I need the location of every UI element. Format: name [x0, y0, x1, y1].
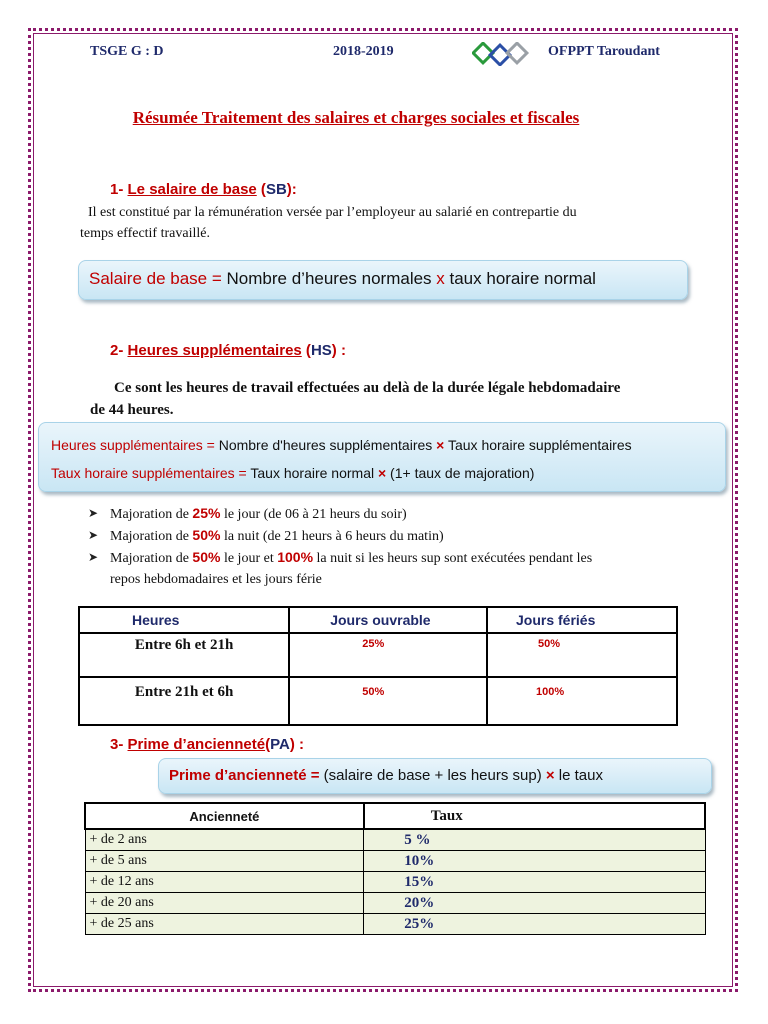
table-cell: 20% [364, 893, 705, 914]
section-name: Heures supplémentaires [127, 342, 302, 359]
table-header: Jours fériés [487, 607, 677, 633]
formula-part: taux horaire normal [444, 269, 596, 288]
table-header: Ancienneté [85, 803, 364, 829]
table-cell: + de 20 ans [85, 893, 364, 914]
table-cell: + de 12 ans [85, 872, 364, 893]
paren-open: ( [301, 342, 311, 359]
section-number: 3- [110, 736, 124, 753]
table-cell: Entre 21h et 6h [79, 677, 289, 725]
formula-label: Heures supplémentaires = [51, 437, 215, 453]
table-cell: 100% [487, 677, 677, 725]
list-item [88, 525, 698, 547]
table-cell: Entre 6h et 21h [79, 633, 289, 677]
section-abbr: SB [265, 181, 287, 198]
paren-open: ( [265, 736, 271, 753]
list-item [88, 503, 698, 525]
table-cell: 10% [364, 851, 705, 872]
formula-part: Nombre d'heures supplémentaires [214, 437, 437, 453]
header-institution: OFPPT Taroudant [548, 44, 660, 59]
document-title: Résumée Traitement des salaires et charges sociales et fiscales [132, 108, 580, 127]
table-header: Taux [364, 803, 705, 829]
section-1-text-line1: Il est constitué par la rémunération versée par l’employeur au salarié en contrepartie du [88, 205, 577, 220]
ofppt-logo-icon [472, 42, 534, 66]
table-row [79, 633, 677, 677]
paren-close: ): [286, 181, 297, 198]
formula-label: Taux horaire supplémentaires = [51, 465, 247, 481]
table-row [85, 851, 705, 872]
formula-part: le taux [554, 767, 603, 784]
arrow-bullet-icon: ➤ [88, 550, 99, 564]
table-cell: 25% [364, 914, 705, 935]
table-row [85, 893, 705, 914]
bullet-text: le jour (de 06 à 21 heurs du soir) [220, 507, 407, 522]
header-year: 2018-2019 [333, 44, 394, 59]
formula-heures-sup [38, 422, 726, 492]
table-row [85, 829, 705, 851]
table-row [85, 872, 705, 893]
table-cell: 5 % [364, 829, 705, 851]
formula-part: Taux horaire supplémentaires [444, 437, 632, 453]
bullet-highlight: 50% [192, 549, 221, 565]
table-cell: 50% [487, 633, 677, 677]
section-abbr: HS [310, 342, 332, 359]
section-2-heading [110, 342, 346, 359]
bullet-text: la nuit si les heurs sup sont exécutées pendant les [313, 551, 593, 566]
formula-operator: × [545, 767, 555, 784]
section-1-heading [110, 181, 297, 198]
table-cell: 50% [289, 677, 487, 725]
section-abbr: PA [270, 736, 290, 753]
section-number: 2- [110, 342, 124, 359]
bullet-text: repos hebdomadaires et les jours férie [110, 572, 322, 587]
formula-operator: × [436, 437, 445, 453]
formula-operator: x [436, 269, 445, 288]
formula-prime-anciennete [158, 758, 712, 794]
list-item [88, 547, 698, 590]
table-row [79, 677, 677, 725]
arrow-bullet-icon: ➤ [88, 506, 99, 520]
table-cell: + de 25 ans [85, 914, 364, 935]
formula-part: Nombre d’heures normales [221, 269, 437, 288]
formula-salaire-base [78, 260, 688, 300]
section-2-text-line1: Ce sont les heures de travail effectuées au delà de la durée légale hebdomadaire [114, 380, 621, 396]
arrow-bullet-icon: ➤ [88, 528, 99, 542]
bullet-text: le jour et [220, 551, 278, 566]
section-number: 1- [110, 181, 124, 198]
formula-label: Salaire de base = [89, 269, 222, 288]
paren-open: ( [256, 181, 266, 198]
table-row [85, 914, 705, 935]
bullet-text: Majoration de [110, 529, 193, 544]
section-3-heading [110, 736, 304, 753]
table-cell: 15% [364, 872, 705, 893]
table-header: Heures [79, 607, 289, 633]
bullet-highlight: 25% [192, 505, 221, 521]
formula-label: Prime d’ancienneté = [169, 767, 320, 784]
paren-close: ) : [289, 736, 304, 753]
majoration-bullet-list [88, 503, 698, 590]
anciennete-table [84, 802, 706, 935]
bullet-text: la nuit (de 21 heurs à 6 heurs du matin) [220, 529, 444, 544]
formula-part: Taux horaire normal [246, 465, 378, 481]
section-name: Le salaire de base [127, 181, 257, 198]
bullet-text: Majoration de [110, 551, 193, 566]
formula-operator: × [377, 465, 387, 481]
majoration-table [78, 606, 678, 726]
table-cell: 25% [289, 633, 487, 677]
bullet-highlight: 50% [192, 527, 221, 543]
formula-part: (salaire de base + les heurs sup) [319, 767, 546, 784]
formula-part: (1+ taux de majoration) [386, 465, 535, 481]
section-1-text-line2: temps effectif travaillé. [80, 226, 210, 241]
table-cell: + de 5 ans [85, 851, 364, 872]
header-class: TSGE G : D [90, 44, 164, 59]
bullet-highlight: 100% [277, 549, 314, 565]
section-2-text-line2: de 44 heures. [90, 402, 174, 418]
table-header: Jours ouvrable [289, 607, 487, 633]
bullet-text: Majoration de [110, 507, 193, 522]
section-name: Prime d’ancienneté [127, 736, 266, 753]
paren-close: ) : [331, 342, 346, 359]
table-cell: + de 2 ans [85, 829, 364, 851]
